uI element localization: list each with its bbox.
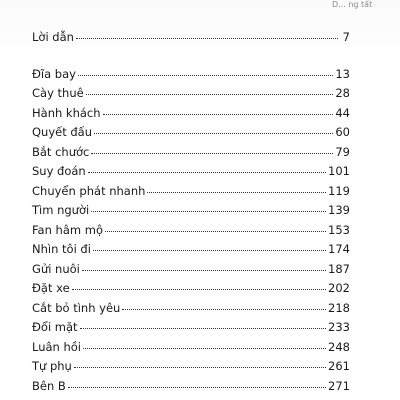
toc-page-number: 218 [328, 300, 350, 315]
toc-entry [32, 262, 350, 282]
table-of-contents [32, 30, 350, 398]
toc-title: Đặt xe [32, 281, 70, 295]
toc-page-number: 119 [328, 183, 350, 198]
toc-entry [32, 379, 350, 399]
toc-title: Hành khách [32, 105, 101, 120]
dot-leader [82, 270, 326, 271]
toc-title: Bắt chước [32, 144, 90, 159]
toc-page-number: 233 [328, 320, 350, 334]
toc-page-number: 44 [335, 105, 350, 120]
toc-title: Luân hồi [32, 339, 82, 354]
toc-page-number: 261 [328, 359, 350, 373]
toc-entry [32, 320, 350, 340]
toc-page-number: 13 [335, 66, 350, 81]
toc-page-number: 202 [328, 281, 350, 295]
toc-title: Fan hâm mộ [32, 222, 103, 237]
dot-leader [91, 211, 326, 212]
dot-leader [80, 328, 326, 329]
toc-title: Tìm người [32, 203, 90, 217]
toc-title: Tự phụ [32, 359, 72, 373]
toc-page-number: 28 [335, 86, 350, 100]
toc-title: Gửi nuôi [32, 261, 80, 276]
toc-entry [32, 203, 350, 223]
toc-page-number: 7 [342, 30, 350, 44]
toc-entry [32, 106, 350, 126]
dot-leader [88, 172, 326, 173]
dot-leader [94, 133, 333, 134]
section-gap [32, 50, 350, 67]
toc-page-number: 101 [328, 164, 350, 178]
toc-entry [32, 86, 350, 106]
toc-page-number: 60 [335, 125, 350, 139]
toc-entry [32, 242, 350, 262]
dot-leader [93, 250, 326, 251]
toc-page-number: 139 [328, 203, 350, 217]
dot-leader [122, 309, 326, 310]
toc-page-number: 174 [328, 242, 350, 256]
toc-page-number: 153 [328, 222, 350, 237]
dot-leader [91, 153, 333, 154]
toc-entry [32, 223, 350, 243]
toc-title: Bên B [32, 378, 66, 393]
toc-intro [32, 30, 350, 50]
dot-leader [103, 114, 334, 115]
toc-page-number: 187 [328, 261, 350, 276]
toc-entry [32, 301, 350, 321]
toc-title: Lời dẫn [32, 30, 74, 44]
toc-title: Quyết đấu [32, 125, 93, 139]
toc-title: Chuyển phát nhanh [32, 183, 146, 198]
dot-leader [68, 387, 326, 388]
toc-entry [32, 125, 350, 145]
toc-page-number: 79 [335, 144, 350, 159]
toc-entry [32, 184, 350, 204]
toc-entry [32, 340, 350, 360]
dot-leader [72, 289, 326, 290]
toc-title: Đĩa bay [32, 66, 76, 81]
toc-entry [32, 359, 350, 379]
toc-title: Cày thuê [32, 86, 84, 100]
dot-leader [76, 38, 338, 39]
header-fragment: D... ng tất [332, 0, 373, 9]
dot-leader [83, 348, 326, 349]
dot-leader [86, 94, 334, 95]
toc-entries [32, 67, 350, 399]
toc-title: Nhìn tôi đi [32, 242, 91, 256]
dot-leader [147, 192, 326, 193]
dot-leader [74, 367, 326, 368]
toc-entry [32, 67, 350, 87]
toc-page-number: 248 [328, 339, 350, 354]
toc-entry [32, 164, 350, 184]
dot-leader [78, 75, 333, 76]
dot-leader [105, 231, 326, 232]
toc-entry [32, 281, 350, 301]
toc-title: Đổi mặt [32, 320, 78, 334]
toc-title: Cắt bỏ tình yêu [32, 300, 121, 315]
toc-entry [32, 145, 350, 165]
toc-page-number: 271 [328, 378, 350, 393]
toc-title: Suy đoán [32, 164, 86, 178]
